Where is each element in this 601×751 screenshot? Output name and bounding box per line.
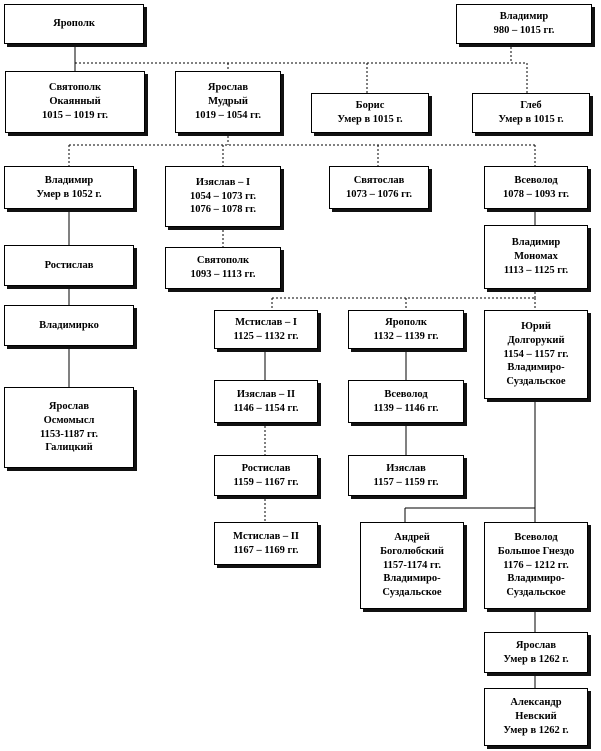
node-line: Мономах: [514, 251, 558, 263]
node-yaroslav-1262: [484, 632, 588, 673]
node-line: 1093 – 1113 гг.: [190, 269, 256, 280]
node-line: Ярослав: [48, 400, 90, 412]
node-line: Умер в 1262 г.: [503, 724, 569, 736]
node-svyatopolk-1093: [165, 247, 281, 289]
node-line: Изяслав – I: [195, 176, 251, 188]
node-vsevolod-big-nest: [484, 522, 588, 609]
node-line: Суздальское: [382, 587, 442, 599]
node-line: Мстислав – II: [233, 530, 299, 542]
node-line: Владимиро-: [507, 362, 565, 374]
node-izyaslav-2: [214, 380, 318, 423]
node-vladimir-1052: [4, 166, 134, 209]
node-line: 1054 – 1073 гг.: [189, 190, 257, 202]
node-line: Умер в 1262 г.: [503, 653, 569, 665]
node-line: Ярополк: [385, 316, 427, 328]
node-line: Святополк: [196, 255, 250, 267]
node-line: 1132 – 1139 гг.: [373, 330, 439, 342]
node-andrey-bogolyubsky: [360, 522, 464, 609]
node-svyatopolk-okayanny: [5, 71, 145, 133]
node-yuri-dolgoruky: [484, 310, 588, 399]
node-line: Мстислав – I: [235, 316, 297, 328]
node-line: Ростислав: [44, 259, 94, 271]
node-line: Галицкий: [45, 442, 93, 454]
node-line: 1019 – 1054 гг.: [194, 109, 262, 121]
node-line: 1159 – 1167 гг.: [233, 476, 299, 488]
node-line: 1157 – 1159 гг.: [373, 476, 439, 488]
node-line: Святополк: [48, 82, 102, 94]
node-line: Святослав: [353, 174, 405, 186]
node-vladimir-monomakh: [484, 225, 588, 289]
node-line: 1015 – 1019 гг.: [41, 109, 109, 121]
node-line: Владимир: [511, 237, 561, 249]
node-line: 1073 – 1076 гг.: [345, 188, 413, 200]
node-line: Всеволод: [514, 531, 558, 543]
node-izyaslav-1: [165, 166, 281, 227]
node-line: Борис: [355, 100, 385, 112]
node-line: 1113 – 1125 гг.: [503, 264, 569, 276]
node-rostislav-1: [4, 245, 134, 286]
node-line: Боголюбский: [380, 545, 444, 557]
node-line: Изяслав: [386, 462, 426, 474]
node-line: Юрий: [521, 320, 551, 332]
node-line: Владимиро-: [383, 573, 441, 585]
node-line: Ярослав: [515, 639, 557, 651]
node-line: Изяслав – II: [236, 388, 296, 400]
node-line: 1153-1187 гг.: [40, 428, 98, 440]
node-line: 1076 – 1078 гг.: [189, 204, 257, 216]
node-line: Всеволод: [384, 388, 428, 400]
node-yaropolk-1132: [348, 310, 464, 349]
node-vladimirko: [4, 305, 134, 346]
node-line: 1167 – 1169 гг.: [233, 544, 299, 556]
node-line: Большое Гнездо: [497, 545, 575, 557]
node-line: Владимир: [44, 174, 94, 186]
node-line: Умер в 1052 г.: [36, 188, 102, 200]
node-line: 1176 – 1212 гг.: [503, 559, 569, 571]
node-line: Владимирко: [39, 319, 99, 331]
node-line: 1078 – 1093 гг.: [502, 188, 570, 200]
node-line: Ростислав: [241, 462, 291, 474]
node-line: Андрей: [394, 531, 430, 543]
node-boris: [311, 93, 429, 133]
node-line: Суздальское: [506, 587, 566, 599]
node-line: Суздальское: [506, 376, 566, 388]
node-line: Глеб: [520, 100, 542, 112]
node-line: Умер в 1015 г.: [337, 114, 403, 125]
node-line: Осмомысл: [43, 414, 95, 426]
node-svyatoslav: [329, 166, 429, 209]
node-line: 1154 – 1157 гг.: [503, 348, 569, 360]
node-line: 1125 – 1132 гг.: [233, 330, 299, 342]
node-line: Ярослав: [207, 82, 249, 94]
node-line: Долгорукий: [507, 334, 565, 346]
node-yaroslav-osmomysl: [4, 387, 134, 468]
node-line: 1146 – 1154 гг.: [233, 402, 299, 414]
node-izyaslav-1157: [348, 455, 464, 496]
node-line: Александр: [510, 697, 562, 709]
node-line: Невский: [515, 711, 557, 723]
node-line: Умер в 1015 г.: [498, 114, 564, 125]
node-vsevolod-1078: [484, 166, 588, 209]
node-alexander-nevsky: [484, 688, 588, 746]
node-gleb: [472, 93, 590, 133]
node-line: Владимир: [499, 11, 549, 23]
node-mstislav-2: [214, 522, 318, 565]
node-line: 1139 – 1146 гг.: [373, 402, 439, 414]
node-rostislav-1159: [214, 455, 318, 496]
node-mstislav-1: [214, 310, 318, 349]
node-vladimir-top: [456, 4, 592, 44]
node-yaroslav-mudry: [175, 71, 281, 133]
node-line: Мудрый: [208, 96, 248, 108]
node-line: 980 – 1015 гг.: [493, 25, 555, 36]
node-line: Всеволод: [514, 174, 558, 186]
node-line: Владимиро-: [507, 573, 565, 585]
node-line: Окаянный: [49, 96, 101, 108]
node-line: 1157-1174 гг.: [383, 559, 441, 571]
node-vsevolod-1139: [348, 380, 464, 423]
node-yaropolk-top: [4, 4, 144, 44]
node-line: Ярополк: [53, 18, 95, 30]
